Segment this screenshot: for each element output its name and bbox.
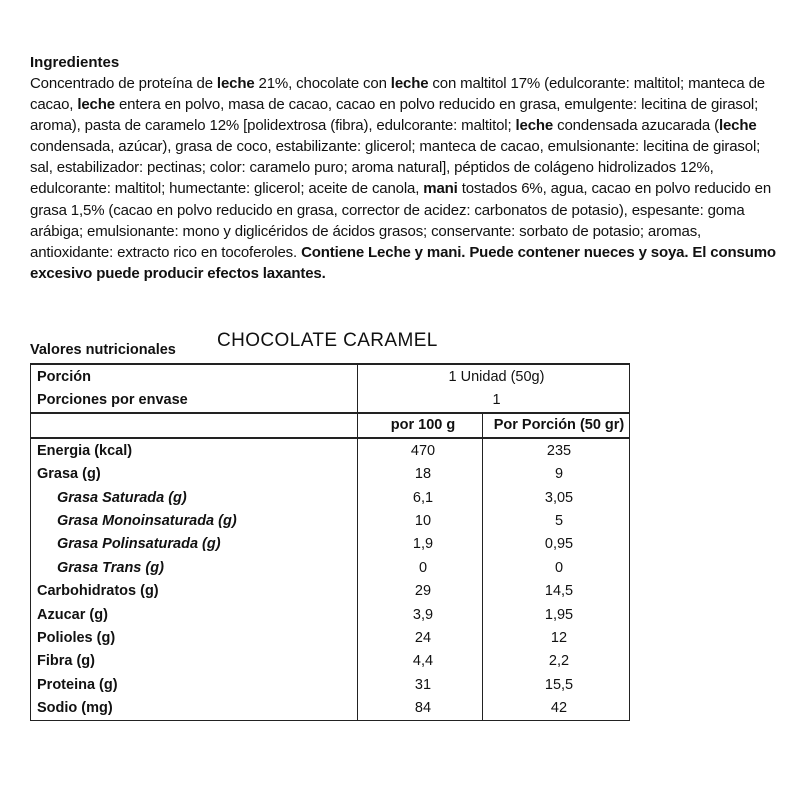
nutrient-label: Grasa Trans (g) [31,556,358,579]
column-header-row [31,413,630,438]
ingredients-segment: Concentrado de proteína de [30,75,217,92]
ingredients-segment: entera en polvo, masa de cacao, cacao en polvo reducido en grasa, emulgente: lecitina de girasol; aroma), pasta de caramelo 12% [polidextrosa (fibra), edulcorante: maltitol; [30,96,759,135]
nutrient-row [31,603,630,626]
nutrient-row [31,626,630,649]
nutrient-row [31,463,630,486]
nutrient-per100: 1,9 [358,533,483,556]
ingredients-segment: con maltitol 17% (edulcorante: maltitol; manteca de cacao, [30,75,765,114]
column-header-blank [31,413,358,438]
nutrient-label: Grasa Monoinsaturada (g) [31,509,358,532]
nutrient-label: Energia (kcal) [31,438,358,462]
nutrition-caption: Valores nutricionales [30,342,176,358]
ingredients-segment: 21%, chocolate con [254,75,391,92]
portion-row [31,364,630,388]
nutrient-row [31,533,630,556]
nutrient-per100: 18 [358,463,483,486]
nutrient-per-serving: 0 [483,556,630,579]
ingredients-text [30,73,782,284]
nutrient-row [31,696,630,720]
ingredients-segment: condensada, azúcar), grasa de coco, estabilizante: glicerol; manteca de cacao, emulsionante: lecitina de girasol; sal, estabilizador: pectinas; color: caramelo puro; aroma natural], péptidos de colágeno hidrolizados 12%, edulcorante: maltitol; humectante: glicerol; aceite de canola, [30,138,761,198]
nutrient-label: Fibra (g) [31,650,358,673]
ingredients-segment: condensada azucarada ( [553,117,719,135]
nutrient-label: Proteina (g) [31,673,358,696]
nutrition-table [30,363,630,721]
nutrient-per100: 24 [358,626,483,649]
nutrient-per100: 0 [358,556,483,579]
portion-value: 1 Unidad (50g) [358,364,630,388]
nutrient-row [31,673,630,696]
nutrient-per-serving: 2,2 [483,650,630,673]
nutrient-per100: 29 [358,580,483,603]
ingredients-allergen-segment: leche [718,117,757,135]
nutrient-label: Grasa Saturada (g) [31,486,358,509]
nutrient-row [31,650,630,673]
nutrient-per-serving: 14,5 [483,580,630,603]
servings-value: 1 [358,388,630,412]
nutrient-per-serving: 12 [483,626,630,649]
nutrient-per-serving: 0,95 [483,533,630,556]
servings-label: Porciones por envase [31,388,358,412]
nutrient-label: Grasa (g) [31,463,358,486]
nutrient-per-serving: 9 [483,463,630,486]
nutrient-row [31,556,630,579]
ingredients-section [30,52,782,284]
ingredients-segment: tostados 6%, agua, cacao en polvo reducido en grasa 1,5% (cacao en polvo reducido en grasa, corrector de acidez: carbonatos de potasio), espesante: goma arábiga; emulsionante: mono y diglicéridos de ácidos grasos; conservante: sorbato de potasio; aromas, antioxidante: extracto rico en tocoferoles. [30,180,772,261]
nutrient-per100: 6,1 [358,486,483,509]
nutrient-per100: 31 [358,673,483,696]
nutrient-label: Grasa Polinsaturada (g) [31,533,358,556]
nutrient-per-serving: 42 [483,696,630,720]
nutrient-row [31,438,630,462]
nutrient-per100: 470 [358,438,483,462]
nutrient-label: Sodio (mg) [31,696,358,720]
nutrient-per-serving: 5 [483,509,630,532]
nutrient-label: Azucar (g) [31,603,358,626]
nutrient-per-serving: 3,05 [483,486,630,509]
servings-row [31,388,630,412]
nutrient-label: Polioles (g) [31,626,358,649]
ingredients-allergen-segment: leche [390,75,429,92]
ingredients-allergen-segment: Contiene Leche y mani. Puede contener nueces y soya. El consumo excesivo puede producir efectos laxantes. [30,243,776,282]
ingredients-allergen-segment: leche [77,96,115,114]
ingredients-allergen-segment: mani [423,180,458,198]
nutrient-row [31,486,630,509]
product-name: CHOCOLATE CARAMEL [217,330,438,351]
nutrient-per-serving: 15,5 [483,673,630,696]
ingredients-allergen-segment: leche [515,117,554,135]
column-header-per100: por 100 g [358,413,483,438]
nutrient-row [31,509,630,532]
nutrient-per-serving: 1,95 [483,603,630,626]
nutrient-per100: 4,4 [358,650,483,673]
column-header-perserving: Por Porción (50 gr) [483,413,630,438]
nutrient-per100: 10 [358,509,483,532]
nutrient-row [31,580,630,603]
portion-label: Porción [31,364,358,388]
nutrient-per-serving: 235 [483,438,630,462]
nutrient-label: Carbohidratos (g) [31,580,358,603]
ingredients-heading: Ingredientes [30,54,120,71]
ingredients-allergen-segment: leche [216,75,255,92]
nutrient-per100: 3,9 [358,603,483,626]
nutrient-per100: 84 [358,696,483,720]
